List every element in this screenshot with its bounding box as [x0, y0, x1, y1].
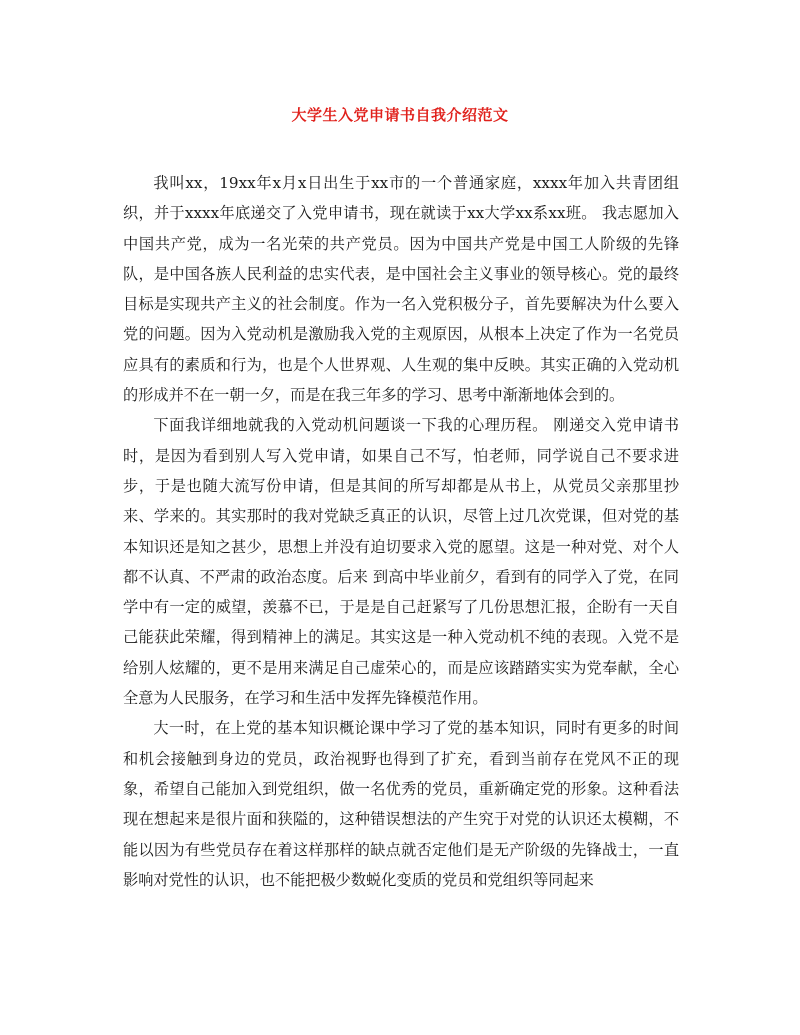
- paragraph-3: 大一时，在上党的基本知识概论课中学习了党的基本知识，同时有更多的时间和机会接触到身边的党员，政治视野也得到了扩充，看到当前存在党风不正的现象，希望自己能加入到党组织，做一名优秀的党员，重新确定党的形象。这种看法现在想起来是很片面和狭隘的，这种错误想法的产生究于对党的认识还太模糊，不能以因为有些党员存在着这样那样的缺点就否定他们是无产阶级的先锋战士，一直影响对党性的认识，也不能把极少数蜕化变质的党员和党组织等同起来: [123, 719, 679, 889]
- paragraph-2: 下面我详细地就我的入党动机问题谈一下我的心理历程。 刚递交入党申请书时，是因为看到别人写入党申请，如果自己不写，怕老师，同学说自己不要求进步，于是也随大流写份申请，但是其间的所写却都是从书上，从党员父亲那里抄来、学来的。其实那时的我对党缺乏真正的认识，尽管上过几次党课，但对党的基本知识还是知之甚少，思想上并没有迫切要求入党的愿望。这是一种对党、对个人都不认真、不严肃的政治态度。后来 到高中毕业前夕，看到有的同学入了党，在同学中有一定的威望，羡慕不已，于是是自己赶紧写了几份思想汇报，企盼有一天自己能获此荣耀，得到精神上的满足。其实这是一种入党动机不纯的表现。入党不是给别人炫耀的，更不是用来满足自己虚荣心的，而是应该踏踏实实为党奉献，全心全意为人民服务，在学习和生活中发挥先锋模范作用。: [123, 416, 679, 708]
- document-body: [123, 168, 679, 895]
- paragraph-1: 我叫xx，19xx年x月x日出生于xx市的一个普通家庭，xxxx年加入共青团组织，并于xxxx年底递交了入党申请书，现在就读于xx大学xx系xx班。 我志愿加入中国共产党，成为一名光荣的共产党员。因为中国共产党是中国工人阶级的先锋队，是中国各族人民利益的忠实代表，是中国社会主义事业的领导核心。党的最终目标是实现共产主义的社会制度。作为一名入党积极分子，首先要解决为什么要入党的问题。因为入党动机是激励我入党的主观原因，从根本上决定了作为一名党员应具有的素质和行为，也是个人世界观、人生观的集中反映。其实正确的入党动机的形成并不在一朝一夕，而是在我三年多的学习、思考中渐渐地体会到的。: [123, 174, 679, 405]
- document-title: 大学生入党申请书自我介绍范文: [291, 106, 509, 124]
